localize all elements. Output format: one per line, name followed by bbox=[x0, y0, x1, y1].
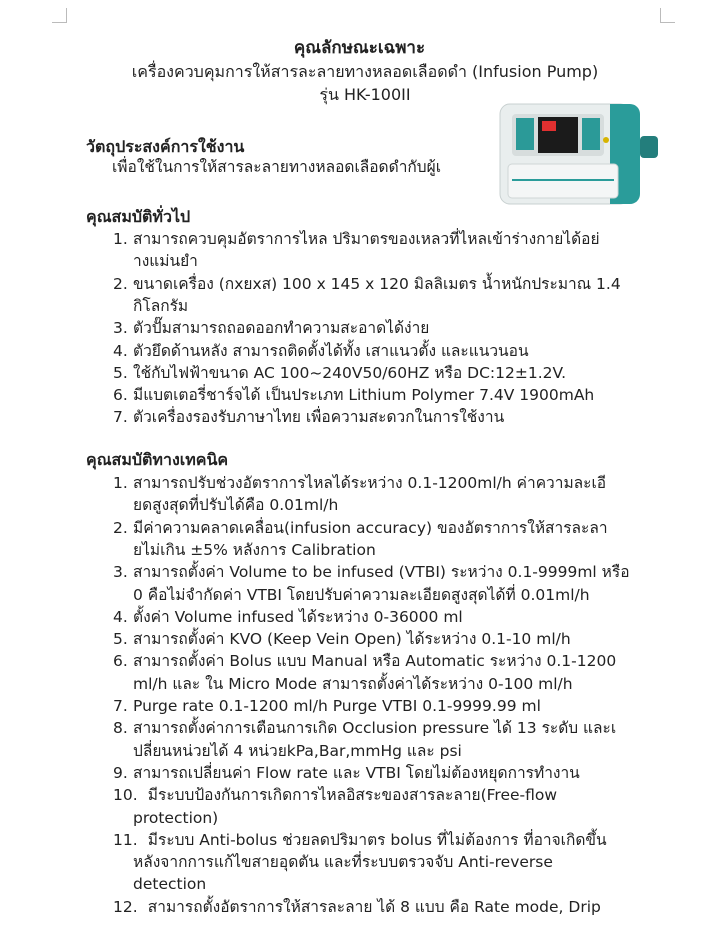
item-text-line: ใช้กับไฟฟ้าขนาด AC 100~240V50/60HZ หรือ DC:12±1.2V. bbox=[133, 363, 567, 382]
item-text-line: มีค่าความคลาดเคลื่อน(infusion accuracy) ของอัตราการให้สารละลา bbox=[133, 518, 608, 537]
item-text-line: ตั้งค่า Volume infused ได้ระหว่าง 0-36000 ml bbox=[133, 607, 463, 626]
item-text-line: สามารถปรับช่วงอัตราการไหลได้ระหว่าง 0.1-1200ml/h ค่าความละเอี bbox=[133, 474, 607, 492]
item-text-line: สามารถตั้งค่า Volume to be infused (VTBI) ระหว่าง 0.1-9999ml หรือ bbox=[133, 563, 630, 582]
item-text-line: กิโลกรัม bbox=[133, 296, 189, 315]
crop-mark-top-left bbox=[52, 8, 67, 23]
item-text-line: มีระบบ Anti-bolus ช่วยลดปริมาตร bolus ที่ไม่ต้องการ ที่อาจเกิดขึ้น bbox=[133, 830, 607, 849]
item-text-line: ตัวยึดด้านหลัง สามารถติดตั้งได้ทั้ง เสาแนวตั้ง และแนวนอน bbox=[133, 341, 529, 360]
item-number: 7. bbox=[113, 408, 128, 427]
item-number: 5. bbox=[113, 630, 128, 649]
item-text-line: สามารถตั้งค่า KVO (Keep Vein Open) ได้ระหว่าง 0.1-10 ml/h bbox=[133, 630, 571, 649]
item-text-line: สามารถเปลี่ยนค่า Flow rate และ VTBI โดยไม่ต้องหยุดการทำงาน bbox=[133, 763, 580, 782]
document-subtitle: เครื่องควบคุมการให้สารละลายทางหลอดเลือดดำ (Infusion Pump) bbox=[131, 62, 599, 81]
technical-heading: คุณสมบัติทางเทคนิค bbox=[86, 450, 229, 469]
item-text-line: มีระบบป้องกันการเกิดการไหลอิสระของสารละลาย(Free-flow bbox=[133, 786, 558, 805]
item-text-line: สามารถควบคุมอัตราการไหล ปริมาตรของเหลวที่ไหลเข้าร่างกายได้อย่ bbox=[133, 230, 600, 248]
item-number: 3. bbox=[113, 563, 128, 582]
item-text-line: ตัวปั๊มสามารถถอดออกทำความสะอาดได้ง่าย bbox=[133, 319, 430, 338]
item-number: 6. bbox=[113, 652, 128, 671]
item-text-line: สามารถตั้งค่า Bolus แบบ Manual หรือ Automatic ระหว่าง 0.1-1200 bbox=[133, 652, 617, 671]
item-number: 2. bbox=[113, 274, 128, 293]
item-text-line: หลังจากการแก้ไขสายอุดตัน และที่ระบบตรวจจับ Anti-reverse bbox=[133, 853, 553, 872]
item-number: 4. bbox=[113, 341, 128, 360]
item-text-line: 0 คือไม่จำกัดค่า VTBI โดยปรับค่าความละเอียดสูงสุดได้ที่ 0.01ml/h bbox=[133, 585, 590, 604]
item-number: 8. bbox=[113, 719, 128, 738]
item-number: 9. bbox=[113, 763, 128, 782]
item-number: 1. bbox=[113, 230, 128, 248]
item-text-line: Purge rate 0.1-1200 ml/h Purge VTBI 0.1-9999.99 ml bbox=[133, 697, 541, 715]
item-number: 6. bbox=[113, 386, 128, 405]
item-text-line: างแม่นยำ bbox=[133, 252, 198, 271]
item-number: 1. bbox=[113, 474, 128, 492]
document-title: คุณลักษณะเฉพาะ bbox=[293, 38, 426, 58]
item-text-line: สามารถตั้งค่าการเตือนการเกิด Occlusion pressure ได้ 13 ระดับ และเ bbox=[133, 719, 617, 738]
item-text-line: ตัวเครื่องรองรับภาษาไทย เพื่อความสะดวกในการใช้งาน bbox=[133, 408, 505, 427]
model-number: รุ่น HK-100II bbox=[319, 85, 411, 104]
item-number: 2. bbox=[113, 518, 128, 537]
item-text-line: ยดสูงสุดที่ปรับได้คือ 0.01ml/h bbox=[133, 496, 339, 515]
item-number: 7. bbox=[113, 697, 128, 715]
item-text-line: มีแบตเตอรี่ชาร์จได้ เป็นประเภท Lithium Polymer 7.4V 1900mAh bbox=[133, 386, 595, 405]
item-number: 5. bbox=[113, 363, 128, 382]
purpose-text: เพื่อใช้ในการให้สารละลายทางหลอดเลือดดำกับผู้เ bbox=[112, 158, 441, 176]
item-number: 3. bbox=[113, 319, 128, 338]
item-number: 10. bbox=[113, 786, 138, 805]
item-text-line: detection bbox=[133, 875, 207, 894]
crop-mark-top-right bbox=[660, 8, 675, 23]
item-text-line: ขนาดเครื่อง (กxยxส) 100 x 145 x 120 มิลลิเมตร น้ำหนักประมาณ 1.4 bbox=[133, 274, 621, 293]
purpose-heading: วัตถุประสงค์การใช้งาน bbox=[86, 137, 245, 156]
item-text-line: protection) bbox=[133, 808, 219, 827]
item-text-line: ยไม่เกิน ±5% หลังการ Calibration bbox=[133, 540, 376, 559]
general-heading: คุณสมบัติทั่วไป bbox=[86, 207, 191, 226]
item-number: 4. bbox=[113, 607, 128, 626]
item-text-line: ml/h และ ใน Micro Mode สามารถตั้งค่าได้ระหว่าง 0-100 ml/h bbox=[133, 674, 573, 693]
item-text-line: สามารถตั้งอัตราการให้สารละลาย ได้ 8 แบบ คือ Rate mode, Drip bbox=[133, 897, 601, 916]
item-number: 12. bbox=[113, 897, 138, 916]
item-number: 11. bbox=[113, 830, 138, 849]
item-text-line: ปลี่ยนหน่วยได้ 4 หน่วยkPa,Bar,mmHg และ psi bbox=[133, 741, 462, 760]
infusion-pump-image bbox=[490, 100, 666, 208]
